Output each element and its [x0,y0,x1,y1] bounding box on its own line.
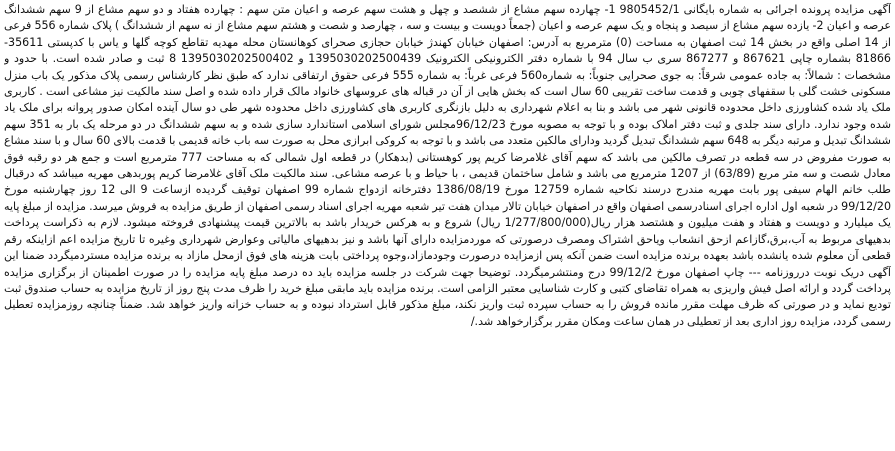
notice-body-text: آگهی مزایده پرونده اجرائی به شماره بایگانی 9805452/1 1- چهارده سهم مشاع از ششصد و چهل و هشت سهم عرصه و اعیان متن سهم : چهارده هفتاد و دو سهم مشاع از 9 سهم ششدانگ عرصه و اعیان 2- یازده سهم مشاع از سیصد و پنجاه و یک سهم عرصه و اعیان (جمعاً دویست و بیست و سه ، چهارصد و شصت و هشتم سهم مشاع از نه سهم از ششدانگ ) پلاک شماره 556 فرعی از 14 اصلی واقع در بخش 14 ثبت اصفهان به مساحت (0) مترمربع به آدرس: اصفهان خیابان کهندژ خیابان حجازی صحرای کوهانستان محله مهدیه تقاطع کوچه گلها و یاس با کدپستی 35611-81866 بشماره چاپی 867621 و 867277 سری ب سال 94 با شماره دفتر الکترونیکی الکترونیک 1395030202500439 و 1395030202500402 8 ثبت و صادر شده است. با حدود و مشخصات : شمالاً: به جاده عمومی شرقاً: به جوی صحرایی جنوباً: به شماره560 فرعی غرباً: به شماره 555 فرعی حقوق ارتفاقی ندارد که طبق نظر کارشناس رسمی پلاک مذکور یک باب منزل مسکونی خشت گلی با سقفهای چوبی و قدمت ساخت تقریبی 60 سال است که بخش هایی از آن در قباله های عروسهای خانواد مالک قرار داده شده و اصل سند مالکیت نیز مشاعی است . کاربری ملک یاد شده کشاورزی داخل محدوده قانونی شهر می باشد و بنا به اعلام شهرداری به دلیل بازنگری کاربری های کشاورزی داخل محدوده شهر طی دو سال آینده امکان صدور پروانه برای ملک یاد شده وجود ندارد. دارای سند جلدی و ثبت دفتر املاک بوده و با توجه به مصوبه مورخ 96/12/23مجلس شورای اسلامی استاندارد سازی شده و به سهم ششدانگ در دو مرحله یک بار به 351 سهم ششدانگ تبدیل و مرتبه دیگر به 648 سهم ششدانگ تبدیل گردید ودارای مالکین متعدد می باشد و با توجه به کروکی ابرازی محل به صورت سه باب خانه قدیمی با قدمت بالای 60 سال و با سند مشاع به صورت مفروض در سه قطعه در تصرف مالکین می باشد که سهم آقای غلامرضا کریم پور کوهستانی (بدهکار) در قطعه اول شمالی که به مساحت 777 مترمربع است و جمع هر دو رقبه فوق معادل شصت و سه متر مربع (63/89) از 1207 مترمربع می باشد و شامل ساختمان قدیمی ، با حیاط و با عرصه مشاعی. سند مالکیت ملک آقای غلامرضا کریم پوربدهی مهریه میباشد که درقبال طلب خانم الهام سیفی پور بابت مهریه مندرج درسند نکاحیه شماره 12759 مورخ 1386/08/19 دفترخانه ازدواج شماره 99 اصفهان توقیف گردیده ازساعت 9 الی 12 روز چهارشنبه مورخ 99/12/20 در شعبه اول اداره اجرای اسنادرسمی اصفهان واقع در اصفهان خیابان تالار میدان هفت تیر شعبه مهریه اجرای اسناد رسمی اصفهان از طریق مزایده به فروش میرسد. مزایده از مبلغ پایه یک میلیارد و دویست و هفتاد و هفت میلیون و هشتصد هزار ریال(1/277/800/000 ریال) شروع و به هرکس خریدار باشد به بالاترین قیمت پیشنهادی فروخته میشود. لازم به ذکراست پرداخت بدهیهای مربوط به آب،برق،گازاعم ازحق انشعاب ویاحق اشتراک ومصرف درصورتی که موردمزایده دارای آنها باشد و نیز بدهیهای مالیاتی وعوارض شهرداری وغیره تا تاریخ مزایده اعم ازاینکه رقم قطعی آن معلوم شده یانشده باشد بعهده برنده مزایده است ضمن آنکه پس ازمزایده درصورت وجودمازاد،وجوه پرداختی بابت هزینه های فوق ازمحل مازاد به برنده مزایده مستردمیگردد ضمنا این آگهی دریک نوبت درروزنامه --- چاپ اصفهان مورخ 99/12/2 درج ومنتشرمیگردد. توضیحا جهت شرکت در جلسه مزایده باید ده درصد مبلغ پایه مزایده را در صورت اطمینان از برگزاری مزایده پرداخت گردد و ارائه اصل فیش واریزی به همراه تقاضای کتبی و کارت شناسایی معتبر الزامی است. برنده مزایده باید مابقی مبلغ خرید را ظرف مدت پنج روز از تاریخ مزایده به حساب صندوق ثبت تودیع نماید و در صورتی که ظرف مهلت مقرر مانده فروش را به حساب سپرده ثبت واریز نکند، مبلغ مذکور قابل استرداد نبوده و به حساب خزانه واریز خواهد شد. ضمناً چنانچه روزمزایده تعطیل رسمی گردد، مزایده روز اداری بعد از تعطیلی در همان ساعت ومکان مقرر برگزارخواهد شد./ [4,3,891,328]
auction-notice [4,2,891,449]
